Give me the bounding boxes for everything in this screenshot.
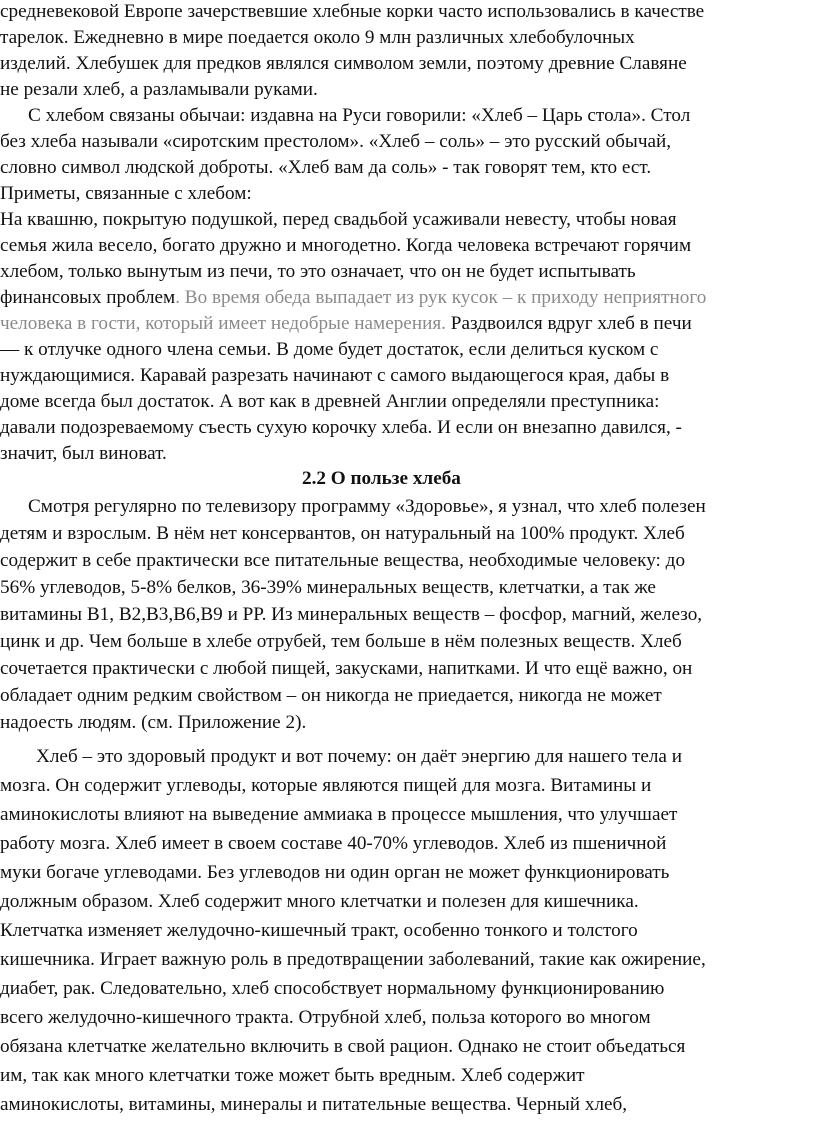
text-line: аминокислоты влияют на выведение аммиака в процессе мышления, что улучшает xyxy=(0,804,678,825)
text-line: хлебом, только вынутым из печи, то это означает, что он не будет испытывать xyxy=(0,261,636,282)
text-line: аминокислоты, витамины, минералы и питательные вещества. Черный хлеб, xyxy=(0,1094,628,1115)
text-line: мозга. Он содержит углеводы, которые являются пищей для мозга. Витамины и xyxy=(0,775,652,796)
text-line: нуждающимися. Каравай разрезать начинают с самого выдающегося края, дабы в xyxy=(0,365,670,386)
text-line: Клетчатка изменяет желудочно-кишечный тракт, особенно тонкого и толстого xyxy=(0,920,638,941)
text-line: работу мозга. Хлеб имеет в своем составе 40-70% углеводов. Хлеб из пшеничной xyxy=(0,833,667,854)
text-line: не резали хлеб, а разламывали руками. xyxy=(0,79,318,100)
text-line: обладает одним редким свойством – он никогда не приедается, никогда не может xyxy=(0,685,662,706)
text-line: сочетается практически с любой пищей, закусками, напитками. И что ещё важно, он xyxy=(0,658,693,679)
text-line: На квашню, покрытую подушкой, перед свадьбой усаживали невесту, чтобы новая xyxy=(0,209,677,230)
text-line: тарелок. Ежедневно в мире поедается около 9 млн различных хлебобулочных xyxy=(0,27,635,48)
text-line: 56% углеводов, 5-8% белков, 36-39% минеральных веществ, клетчатки, а так же xyxy=(0,577,656,598)
text-line: должным образом. Хлеб содержит много клетчатки и полезен для кишечника. xyxy=(0,891,639,912)
text-line: словно символ людской доброты. «Хлеб вам да соль» - так говорят тем, кто ест. xyxy=(0,157,652,178)
text-line: — к отлучке одного члена семьи. В доме будет достаток, если делиться куском с xyxy=(0,339,659,360)
text-line: цинк и др. Чем больше в хлебе отрубей, тем больше в нём полезных веществ. Хлеб xyxy=(0,631,682,652)
text-line: надоесть людям. (см. Приложение 2). xyxy=(0,712,307,733)
text-line: витамины В1, В2,В3,В6,В9 и РР. Из минеральных веществ – фосфор, магний, железо, xyxy=(0,604,703,625)
text-line: Смотря регулярно по телевизору программу «Здоровье», я узнал, что хлеб полезен xyxy=(28,496,706,517)
text-line: без хлеба называли «сиротским престолом». «Хлеб – соль» – это русский обычай, xyxy=(0,131,672,152)
text-line: содержит в себе практически все питательные вещества, необходимые человеку: до xyxy=(0,550,686,571)
text-fragment: финансовых проблем xyxy=(0,287,176,308)
text-line: давали подозреваемому съесть сухую корочку хлеба. И если он внезапно давился, - xyxy=(0,417,682,438)
text-line: детям и взрослым. В нём нет консервантов, он натуральный на 100% продукт. Хлеб xyxy=(0,523,685,544)
text-line: Хлеб – это здоровый продукт и вот почему: он даёт энергию для нашего тела и xyxy=(36,746,683,767)
text-line: всего желудочно-кишечного тракта. Отрубной хлеб, польза которого во многом xyxy=(0,1007,651,1028)
text-line xyxy=(0,311,692,337)
text-line: им, так как много клетчатки тоже может быть вредным. Хлеб содержит xyxy=(0,1065,585,1086)
text-line: Приметы, связанные с хлебом: xyxy=(0,183,252,204)
text-line: значит, был виноват. xyxy=(0,443,167,464)
text-line: диабет, рак. Следовательно, хлеб способствует нормальному функционированию xyxy=(0,978,665,999)
text-line: семья жила весело, богато дружно и многодетно. Когда человека встречают горячим xyxy=(0,235,692,256)
text-line: средневековой Европе зачерствевшие хлебные корки часто использовались в качестве xyxy=(0,1,705,22)
text-line: доме всегда был достаток. А вот как в древней Англии определяли преступника: xyxy=(0,391,660,412)
text-fragment: Раздвоился вдруг хлеб в печи xyxy=(445,313,692,334)
text-line: кишечника. Играет важную роль в предотвращении заболеваний, такие как ожирение, xyxy=(0,949,706,970)
text-line: изделий. Хлебушек для предков являлся символом земли, поэтому древние Славяне xyxy=(0,53,687,74)
text-fragment-grey: . Во время обеда выпадает из рук кусок – к приходу неприятного xyxy=(175,287,707,308)
text-line xyxy=(0,285,706,311)
text-fragment-grey: человека в гости, который имеет недобрые намерения. xyxy=(0,313,446,334)
section-heading: 2.2 О пользе хлеба xyxy=(302,468,461,489)
text-line: С хлебом связаны обычаи: издавна на Руси говорили: «Хлеб – Царь стола». Стол xyxy=(28,105,691,126)
text-line: муки богаче углеводами. Без углеводов ни один орган не может функционировать xyxy=(0,862,670,883)
text-line: обязана клетчатке желательно включить в свой рацион. Однако не стоит объедаться xyxy=(0,1036,686,1057)
